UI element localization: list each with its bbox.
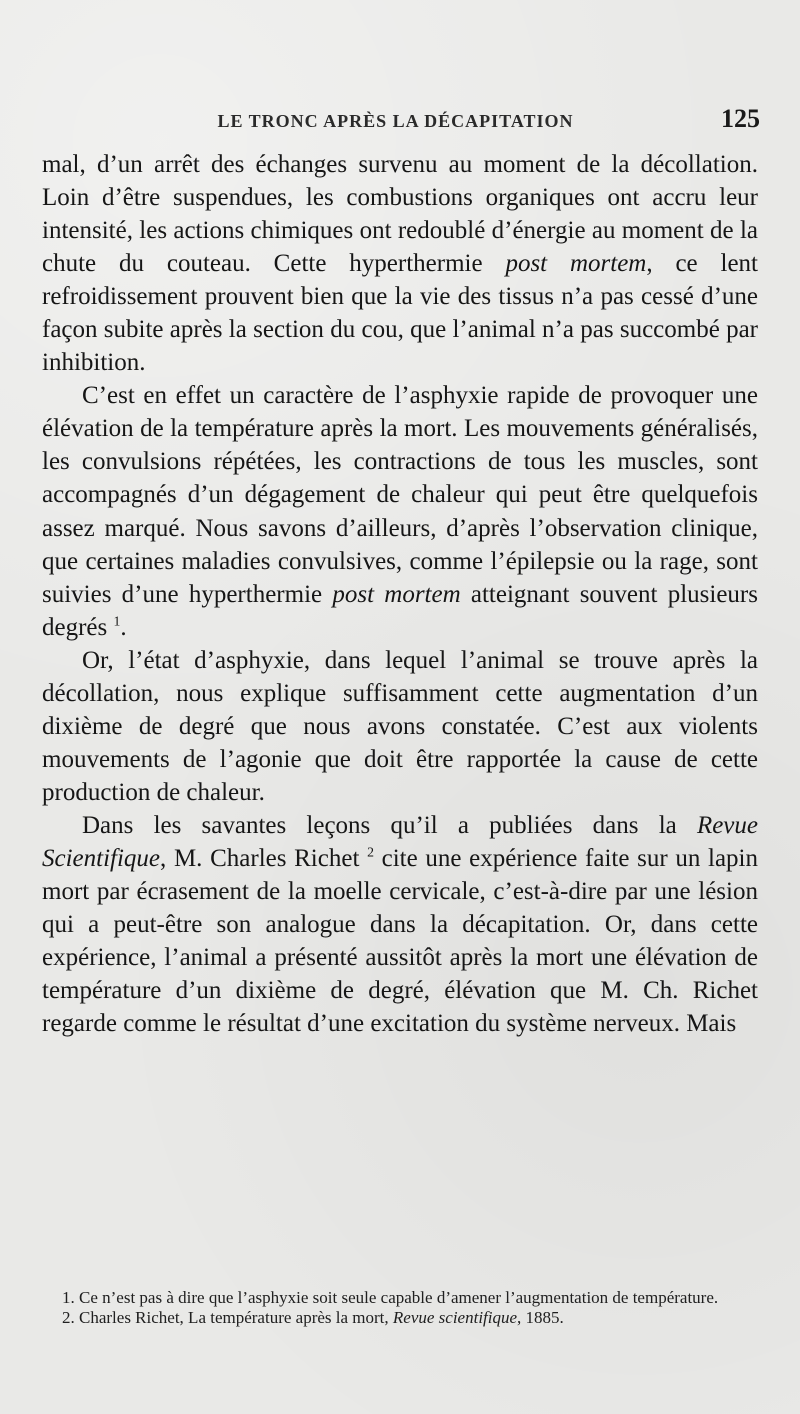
paragraph-2 (42, 379, 758, 643)
footnotes (42, 1288, 758, 1328)
paragraph-4-text-start: Dans les savantes leçons qu’il a publiées dans la (82, 811, 697, 839)
paragraph-3-text: Or, l’état d’asphyxie, dans lequel l’animal se trouve après la décollation, nous explique suffisamment cette augmentation d’un dixième de degré que nous avons constatée. C’est aux violents mouvements de l’agonie que doit être rapportée la cause de cette production de chaleur. (42, 646, 758, 806)
body-text (42, 148, 758, 1040)
paragraph-1-text-a: mal, d’un arrêt des échanges survenu au moment de la décollation. Loin d’être suspendues, les combustions organiques ont accru leur intensité, les actions chimiques ont redoublé d’énergie au moment de la chute du couteau. Cette hyperthermie (42, 151, 758, 278)
paragraph-1 (42, 148, 758, 379)
paragraph-2-end: . (120, 613, 127, 641)
footnote-ref-2: 2 (367, 844, 374, 860)
page-number: 125 (721, 104, 760, 133)
running-head (40, 104, 760, 136)
paragraph-4 (42, 809, 758, 1040)
footnote-2 (42, 1308, 758, 1328)
paragraph-2-italic: post mortem (332, 580, 461, 608)
paragraph-2-text-a: C’est en effet un caractère de l’asphyxie rapide de provoquer une élévation de la température après la mort. Les mouvements généralisés, les convulsions répétées, les contractions de tous les muscles, sont accompagnés d’un dégagement de chaleur qui peut être quelquefois assez marqué. Nous savons d’ailleurs, d’après l’observation clinique, que certaines maladies convulsives, comme l’épilepsie ou la rage, sont suivies d’une hyperthermie (42, 382, 758, 608)
paragraph-4-italic: Revue Scientifique (42, 811, 758, 872)
footnote-ref-1: 1 (113, 613, 121, 629)
paragraph-4-text-mid: , M. Charles Richet (160, 844, 368, 872)
footnote-1-text: 1. Ce n’est pas à dire que l’asphyxie soit seule capable d’amener l’augmentation de température. (62, 1288, 719, 1307)
paragraph-1-text-b: , ce lent refroidissement prouvent bien que la vie des tissus n’a pas cessé d’une façon subite après la section du cou, que l’animal n’a pas succombé par inhibition. (42, 250, 758, 377)
footnote-1 (42, 1288, 758, 1308)
footnote-2-italic: Revue scientifique (392, 1308, 518, 1327)
paragraph-4-text-end: cite une expérience faite sur un lapin mort par écrasement de la moelle cervicale, c’est-à-dire par une lésion qui a peut-être son analogue dans la décapitation. Or, dans cette expérience, l’animal a présenté aussitôt après la mort une élévation de température d’un dixième de degré, élévation que M. Ch. Richet regarde comme le résultat d’une excitation du système nerveux. Mais (42, 844, 758, 1038)
running-title: LE TRONC APRÈS LA DÉCAPITATION (217, 111, 574, 131)
footnote-2-text-start: 2. Charles Richet, La température après la mort, (62, 1308, 393, 1327)
footnote-2-text-end: , 1885. (517, 1308, 564, 1327)
paragraph-3 (42, 644, 758, 809)
paragraph-2-text-b: atteignant souvent plusieurs degrés (42, 580, 758, 641)
paragraph-1-italic: post mortem (505, 250, 647, 278)
